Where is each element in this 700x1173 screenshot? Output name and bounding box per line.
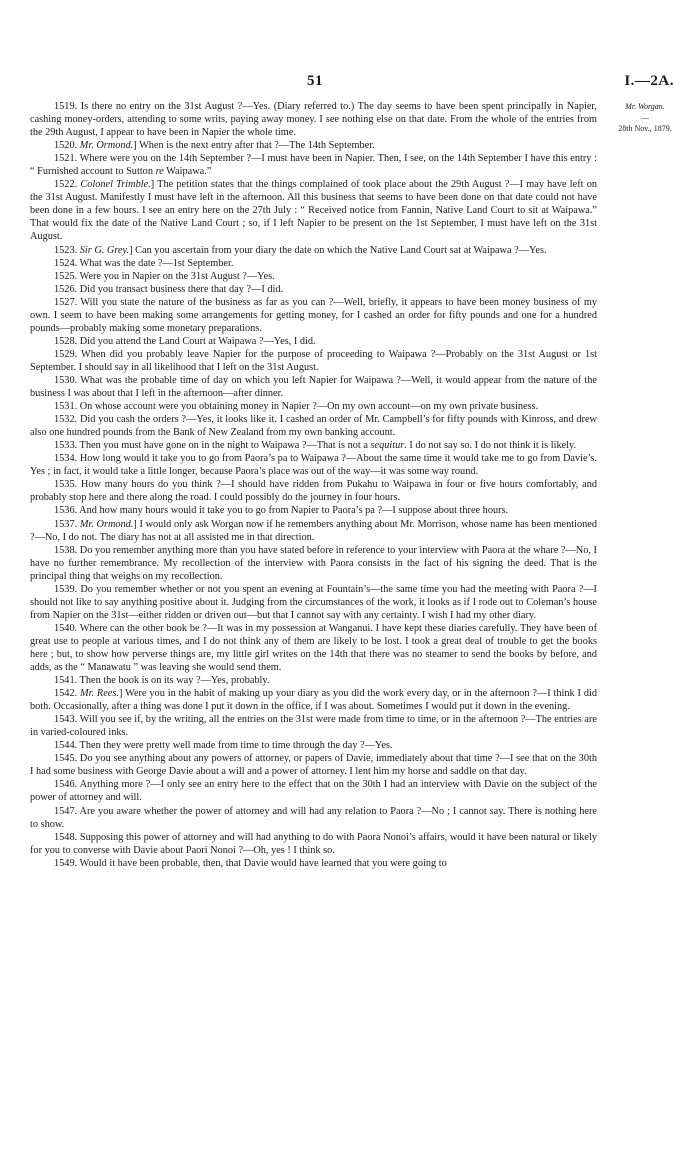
testimony-paragraph-p1525 (30, 270, 597, 283)
testimony-paragraph-p1538 (30, 544, 597, 583)
paragraph-text: 1538. Do you remember anything more than you have stated before in reference to your interview with Paora at the whare ?—No, I have no further remembrance. My recollection of the interview with Paora consists in the fact of his signing the deed. That is the principal thing that weighs on my recollection. (30, 544, 597, 582)
paragraph-text: 1530. What was the probable time of day on which you left Napier for Waipawa ?—Well, it would appear from the nature of the business I was about that I left in the afternoon—after dinner. (30, 374, 597, 400)
paragraph-text: 1533. Then you must have gone on in the night to Waipawa ?—That is not a (54, 440, 371, 452)
paragraph-text: 1523. (54, 244, 80, 256)
paragraph-text: 1540. Where can the other book be ?—It was in my possession at Wanganui. I have kept these diaries carefully. They have been of great use to people at various times, and I do not think any of them are likely to be lost. I took a great deal of trouble to get the books here ; but, to show how perverse things are, my little girl writes on the 14th that there was no steamer to send the books by before, and adds, as the “ Manawatu ” was leaving she would send them. (30, 622, 597, 674)
testimony-paragraph-p1526 (30, 283, 597, 296)
paragraph-text: ] When is the next entry after that ?—The 14th September. (133, 140, 375, 152)
testimony-paragraph-p1539 (30, 583, 597, 622)
margin-note (606, 101, 684, 134)
testimony-paragraph-p1545 (30, 752, 597, 778)
paragraph-text: 1527. Will you state the nature of the business as far as you can ?—Well, briefly, it appears to have been money business of my own. I seem to have been making some arrangements for getting money, for I cashed an order for fifty pounds and one for a hundred pounds—probably making some monetary preparations. (30, 296, 597, 334)
page-number: 51 (307, 73, 323, 89)
paragraph-text: 1528. Did you attend the Land Court at Waipawa ?—Yes, I did. (54, 335, 316, 347)
paragraph-text: 1541. Then the book is on its way ?—Yes, probably. (54, 675, 270, 687)
paragraph-text: 1546. Anything more ?—I only see an entry here to the effect that on the 30th I had an interview with Davie on the subject of the power of attorney and will. (30, 779, 597, 804)
paragraph-text: 1522. (54, 179, 81, 191)
testimony-paragraph-p1521 (30, 152, 597, 178)
testimony-paragraph-p1547 (30, 805, 597, 831)
paragraph-text: . I do not say so. I do not think it is likely. (404, 440, 577, 452)
testimony-paragraph-p1549 (30, 857, 597, 870)
speaker-or-emphasis: re (155, 166, 164, 178)
testimony-paragraph-p1519 (30, 100, 597, 139)
testimony-paragraph-p1548 (30, 831, 597, 857)
speaker-or-emphasis: Sir G. Grey. (79, 244, 130, 256)
testimony-paragraph-p1531 (30, 400, 597, 413)
testimony-paragraph-p1534 (30, 452, 597, 478)
paragraph-text: 1537. (54, 518, 80, 530)
paragraph-text: ] Were you in the habit of making up your diary as you did the work every day, or in the afternoon ?—I think I did both. Occasionally, after a thing was done I put it down in the office, if I was about. Sometimes I would put it down in the evening. (30, 688, 597, 713)
testimony-paragraph-p1542 (30, 687, 597, 713)
testimony-paragraph-p1533 (30, 439, 597, 452)
document-reference: I.—2A. (624, 73, 674, 89)
paragraph-text: 1539. Do you remember whether or not you spent an evening at Fountain’s—the same time you had the meeting with Paora ?—I should not like to say anything positive about it. Judging from the circumstances of the work, it looks as if I rode out to Coleman’s house from Napier on the 31st—either ridden or driven out—but that I cannot say with any certainty. I wish I had my other diary. (30, 583, 597, 621)
testimony-paragraph-p1530 (30, 374, 597, 400)
testimony-paragraph-p1546 (30, 778, 597, 804)
testimony-paragraph-p1543 (30, 713, 597, 739)
testimony-paragraph-p1540 (30, 622, 597, 674)
testimony-paragraph-p1522 (30, 178, 597, 243)
paragraph-text: 1549. Would it have been probable, then, that Davie would have learned that you were going to (54, 857, 447, 869)
speaker-or-emphasis: Mr. Rees. (80, 688, 119, 700)
testimony-paragraph-p1520 (30, 139, 597, 152)
speaker-or-emphasis: sequitur (370, 440, 405, 452)
testimony-paragraph-p1532 (30, 413, 597, 439)
paragraph-text: 1526. Did you transact business there that day ?—I did. (54, 283, 284, 295)
speaker-or-emphasis: Colonel Trimble. (80, 179, 151, 191)
testimony-paragraph-p1536 (30, 504, 597, 517)
testimony-paragraph-p1523 (30, 244, 597, 257)
testimony-paragraph-p1528 (30, 335, 597, 348)
witness-name: Mr. Worgan. (625, 102, 665, 111)
paragraph-text: 1548. Supposing this power of attorney and will had anything to do with Paora Nonoi’s affairs, would it have been natural or likely for you to converse with Davie about Paori Nonoi ?—Oh, yes ! I think so. (30, 831, 597, 856)
session-date: 28th Nov., 1879. (618, 124, 672, 133)
paragraph-text: 1532. Did you cash the orders ?—Yes, it looks like it. I cashed an order of Mr. Campbell’s for fifty pounds with Kinross, and drew also one hundred pounds from the Bank of New Zealand from my own banking account. (30, 414, 597, 439)
speaker-or-emphasis: Mr. Ormond. (79, 140, 134, 152)
paragraph-text: ] The petition states that the things complained of took place about the 29th August ?—I may have left on the 31st August. Manifestly I must have left in the afternoon. All this business that seems to have been done on that date could not have been done in a few hours. I see an entry here on the 27th July : “ Received notice from Fannin, Native Land Court to sit at Waipawa.” That would fix the date of the Native Land Court ; so, if I left Napier to be present on the 1st September, I must have left on the 31st August. (30, 179, 597, 243)
margin-dash: — (641, 113, 649, 122)
paragraph-text: 1525. Were you in Napier on the 31st August ?—Yes. (54, 270, 275, 282)
testimony-paragraph-p1529 (30, 348, 597, 374)
testimony-paragraph-p1527 (30, 296, 597, 335)
testimony-paragraph-p1524 (30, 257, 597, 270)
paragraph-text: 1543. Will you see if, by the writing, all the entries on the 31st were made from time to time, or in the afternoon ?—The entries are in varied-coloured inks. (30, 714, 597, 739)
paragraph-text: 1545. Do you see anything about any powers of attorney, or papers of Davie, immediately about that time ?—I see that on the 30th I had some business with George Davie about a will and a power of attorney. I lent him my horse and saddle on that day. (30, 753, 597, 778)
paragraph-text: Waipawa.” (163, 166, 212, 178)
testimony-paragraph-p1541 (30, 674, 597, 687)
testimony-body (30, 100, 597, 870)
paragraph-text: 1536. And how many hours would it take you to go from Napier to Paora’s pa ?—I suppose about three hours. (54, 505, 509, 517)
paragraph-text: 1547. Are you aware whether the power of attorney and will had any relation to Paora ?—No ; I cannot say. There is nothing here to show. (30, 805, 597, 830)
paragraph-text: 1520. (54, 140, 80, 152)
paragraph-text: 1529. When did you probably leave Napier for the purpose of proceeding to Waipawa ?—Probably on the 31st August or 1st September. I should say in all likelihood that I left on the 31st August. (30, 348, 597, 373)
paragraph-text: 1531. On whose account were you obtaining money in Napier ?—On my own account—on my own private business. (54, 401, 539, 413)
testimony-paragraph-p1544 (30, 739, 597, 752)
paragraph-text: 1534. How long would it take you to go from Paora’s pa to Waipawa ?—About the same time it would take me to go from Davie’s. Yes ; in fact, it would take a little longer, because Paora’s place was out of the way—it was some way round. (30, 453, 597, 478)
paragraph-text: ] I would only ask Worgan now if he remembers anything about Mr. Morrison, whose name has been mentioned ?—No, I do not. The diary has not at all assisted me in that direction. (30, 518, 597, 543)
paragraph-text: 1535. How many hours do you think ?—I should have ridden from Pukahu to Waipawa in four or five hours comfortably, and probably stop here and there along the road. I could possibly do the journey in four hours. (30, 479, 597, 504)
paragraph-text: 1519. Is there no entry on the 31st August ?—Yes. (Diary referred to.) The day seems to have been spent principally in Napier, cashing money-orders, attending to some writs, paying away money. I see nothing else on that date. From the whole of the entries from the 29th August, I appear to have been in Napier the whole time. (30, 101, 597, 139)
testimony-paragraph-p1535 (30, 478, 597, 504)
paragraph-text: 1521. Where were you on the 14th September ?—I must have been in Napier. Then, I see, on the 14th September I have this entry : “ Furnished account to Sutton (30, 153, 597, 178)
paragraph-text: 1544. Then they were pretty well made from time to time through the day ?—Yes. (54, 740, 393, 752)
paragraph-text: 1524. What was the date ?—1st September. (54, 257, 234, 269)
paragraph-text: ] Can you ascertain from your diary the date on which the Native Land Court sat at Waipawa ?—Yes. (129, 244, 547, 256)
testimony-paragraph-p1537 (30, 518, 597, 544)
speaker-or-emphasis: Mr. Ormond. (79, 518, 134, 530)
paragraph-text: 1542. (54, 688, 81, 700)
